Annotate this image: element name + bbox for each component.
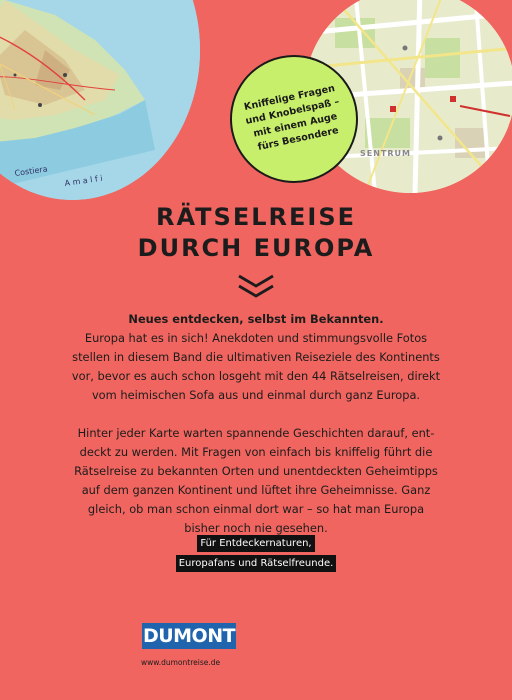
tagline bbox=[0, 535, 512, 575]
map-label-district: SENTRUM bbox=[360, 149, 411, 158]
blurb-lead: Neues entdecken, selbst im Bekannten. bbox=[128, 312, 384, 326]
title-line-1: RÄTSELREISE bbox=[155, 203, 357, 231]
dumont-logo: DUMONT bbox=[142, 625, 236, 647]
publisher-url[interactable]: www.dumontreise.de bbox=[141, 658, 221, 667]
tagline-line-2: Europafans und Rätselfreunde. bbox=[176, 555, 337, 572]
double-chevron-down-icon bbox=[236, 273, 276, 301]
title-line-2: DURCH EUROPA bbox=[137, 234, 375, 262]
map-label-coast: Costiera bbox=[14, 164, 49, 178]
blurb bbox=[70, 310, 442, 538]
tagline-line-1: Für Entdeckernaturen, bbox=[197, 535, 314, 552]
map-label-amalfi: A m a l f i bbox=[64, 173, 104, 188]
sticker-text: Kniffelige Fragen und Knobelspaß – mit einem Auge fürs Besondere bbox=[243, 82, 341, 153]
blurb-paragraph-2: Hinter jeder Karte warten spannende Geschichten darauf, entdeckt zu werden. Mit Fragen von einfach bis kniffelig führt die Rätselreise zu bekannten Orten und unentdeckten Geheimtipps auf dem ganzen Kontinent und lüftet ihre Geheimnisse. Ganz gleich, ob man schon einmal dort war – so hat man Europa bisher noch nie gesehen. bbox=[74, 426, 438, 535]
map-amalfi-coast bbox=[0, 0, 200, 200]
blurb-paragraph-1: Europa hat es in sich! Anekdoten und stimmungsvolle Fotos stellen in diesem Band die ultimativen Reiseziele des Kontinents vor, bevor es auch schon losgeht mit den 44 Rätselreisen, direkt vom heimischen Sofa aus und einmal durch ganz Europa. bbox=[71, 331, 441, 402]
book-title bbox=[0, 202, 512, 264]
